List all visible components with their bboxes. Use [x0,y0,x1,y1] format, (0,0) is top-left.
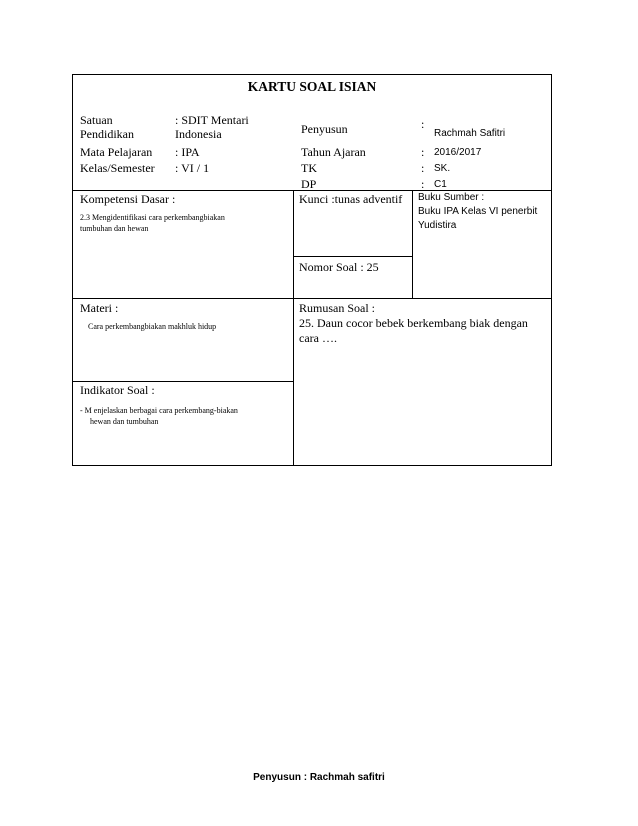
kelas-label: Kelas/Semester [80,161,155,175]
penyusun-colon: : [421,117,425,131]
dp-value: C1 [434,179,447,190]
tahun-value: 2016/2017 [434,147,482,158]
divider-row2 [73,298,551,299]
mapel-label: Mata Pelajaran [80,145,153,159]
nomor-soal: Nomor Soal : 25 [299,260,379,274]
divider-col2 [412,190,413,298]
footer-author: Penyusun : Rachmah safitri [253,772,385,783]
indikator-label: Indikator Soal : [80,383,155,397]
rumusan-text: 25. Daun cocor bebek berkembang biak dengan cara …. [299,316,528,345]
divider-col1 [293,190,294,466]
satuan-label: Satuan Pendidikan [80,113,134,141]
tk-value: SK. [434,163,451,174]
penyusun-value: Rachmah Safitri [434,128,506,139]
dp-label: DP [301,177,317,191]
tk-colon: : [421,161,425,175]
tahun-label: Tahun Ajaran [301,145,366,159]
kompetensi-text: 2.3 Mengidentifikasi cara perkembangbiakan tumbuhan dan hewan [80,213,225,233]
satuan-value: : SDIT Mentari Indonesia [175,113,249,141]
divider-materi [73,381,293,382]
indikator-text: - M enjelaskan berbagai cara perkembang-biakan hewan dan tumbuhan [80,406,238,426]
card-title: KARTU SOAL ISIAN [247,79,377,94]
tk-label: TK [301,161,317,175]
divider-kunci [293,256,412,257]
mapel-value: : IPA [175,145,200,159]
dp-colon: : [421,177,425,191]
tahun-colon: : [421,145,425,159]
buku-sumber: Buku Sumber : Buku IPA Kelas VI penerbit Yudistira [418,192,538,231]
materi-text: Cara perkembangbiakan makhluk hidup [88,322,217,331]
kunci-label: Kunci :tunas adventif [299,192,403,206]
kompetensi-label: Kompetensi Dasar : [80,192,176,206]
rumusan-label: Rumusan Soal : [299,301,376,315]
kelas-value: : VI / 1 [175,161,210,175]
question-card [72,74,552,466]
penyusun-label: Penyusun [301,122,348,136]
materi-label: Materi : [80,301,119,315]
